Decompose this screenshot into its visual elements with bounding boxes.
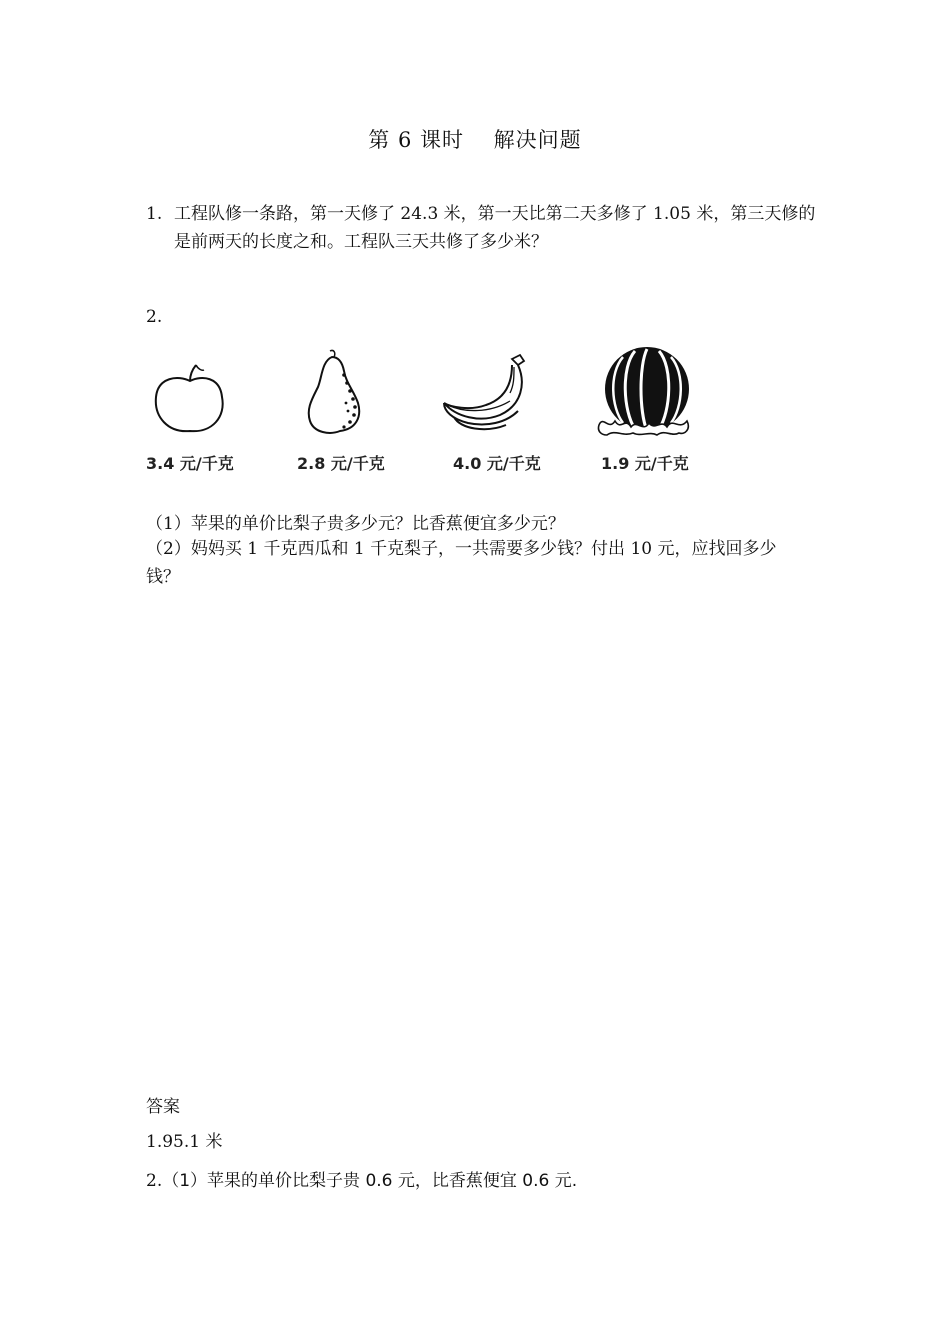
- answers-heading: 答案: [146, 1097, 180, 1117]
- watermelon-icon: [595, 345, 725, 440]
- question-1-number: 1.: [146, 204, 163, 224]
- question-2-number: 2.: [146, 307, 163, 327]
- apple-icon: [150, 345, 280, 440]
- pear-price: 2.8 元/千克: [297, 454, 385, 473]
- question-2-sub-2: （2）妈妈买 1 千克西瓜和 1 千克梨子，一共需要多少钱？付出 10 元，应找回多少钱？: [146, 539, 777, 587]
- question-1: [146, 200, 826, 256]
- answer-1: 1.95.1 米: [146, 1132, 223, 1152]
- pear-icon: [300, 345, 430, 440]
- watermelon-price: 1.9 元/千克: [601, 454, 689, 473]
- page-title: 第 6 课时 解决问题: [368, 128, 582, 152]
- answer-2: [146, 1166, 577, 1191]
- banana-icon: [440, 345, 570, 440]
- question-2-sub-1: （1）苹果的单价比梨子贵多少元？比香蕉便宜多少元？: [146, 514, 565, 534]
- apple-price: 3.4 元/千克: [146, 454, 234, 473]
- answer-2-number: 2.: [146, 1171, 163, 1191]
- answer-2-text: （1）苹果的单价比梨子贵 0.6 元，比香蕉便宜 0.6 元.: [162, 1171, 578, 1191]
- banana-price: 4.0 元/千克: [453, 454, 541, 473]
- question-1-text: 工程队修一条路，第一天修了 24.3 米，第一天比第二天多修了 1.05 米，第三天修的是前两天的长度之和。工程队三天共修了多少米？: [174, 204, 816, 252]
